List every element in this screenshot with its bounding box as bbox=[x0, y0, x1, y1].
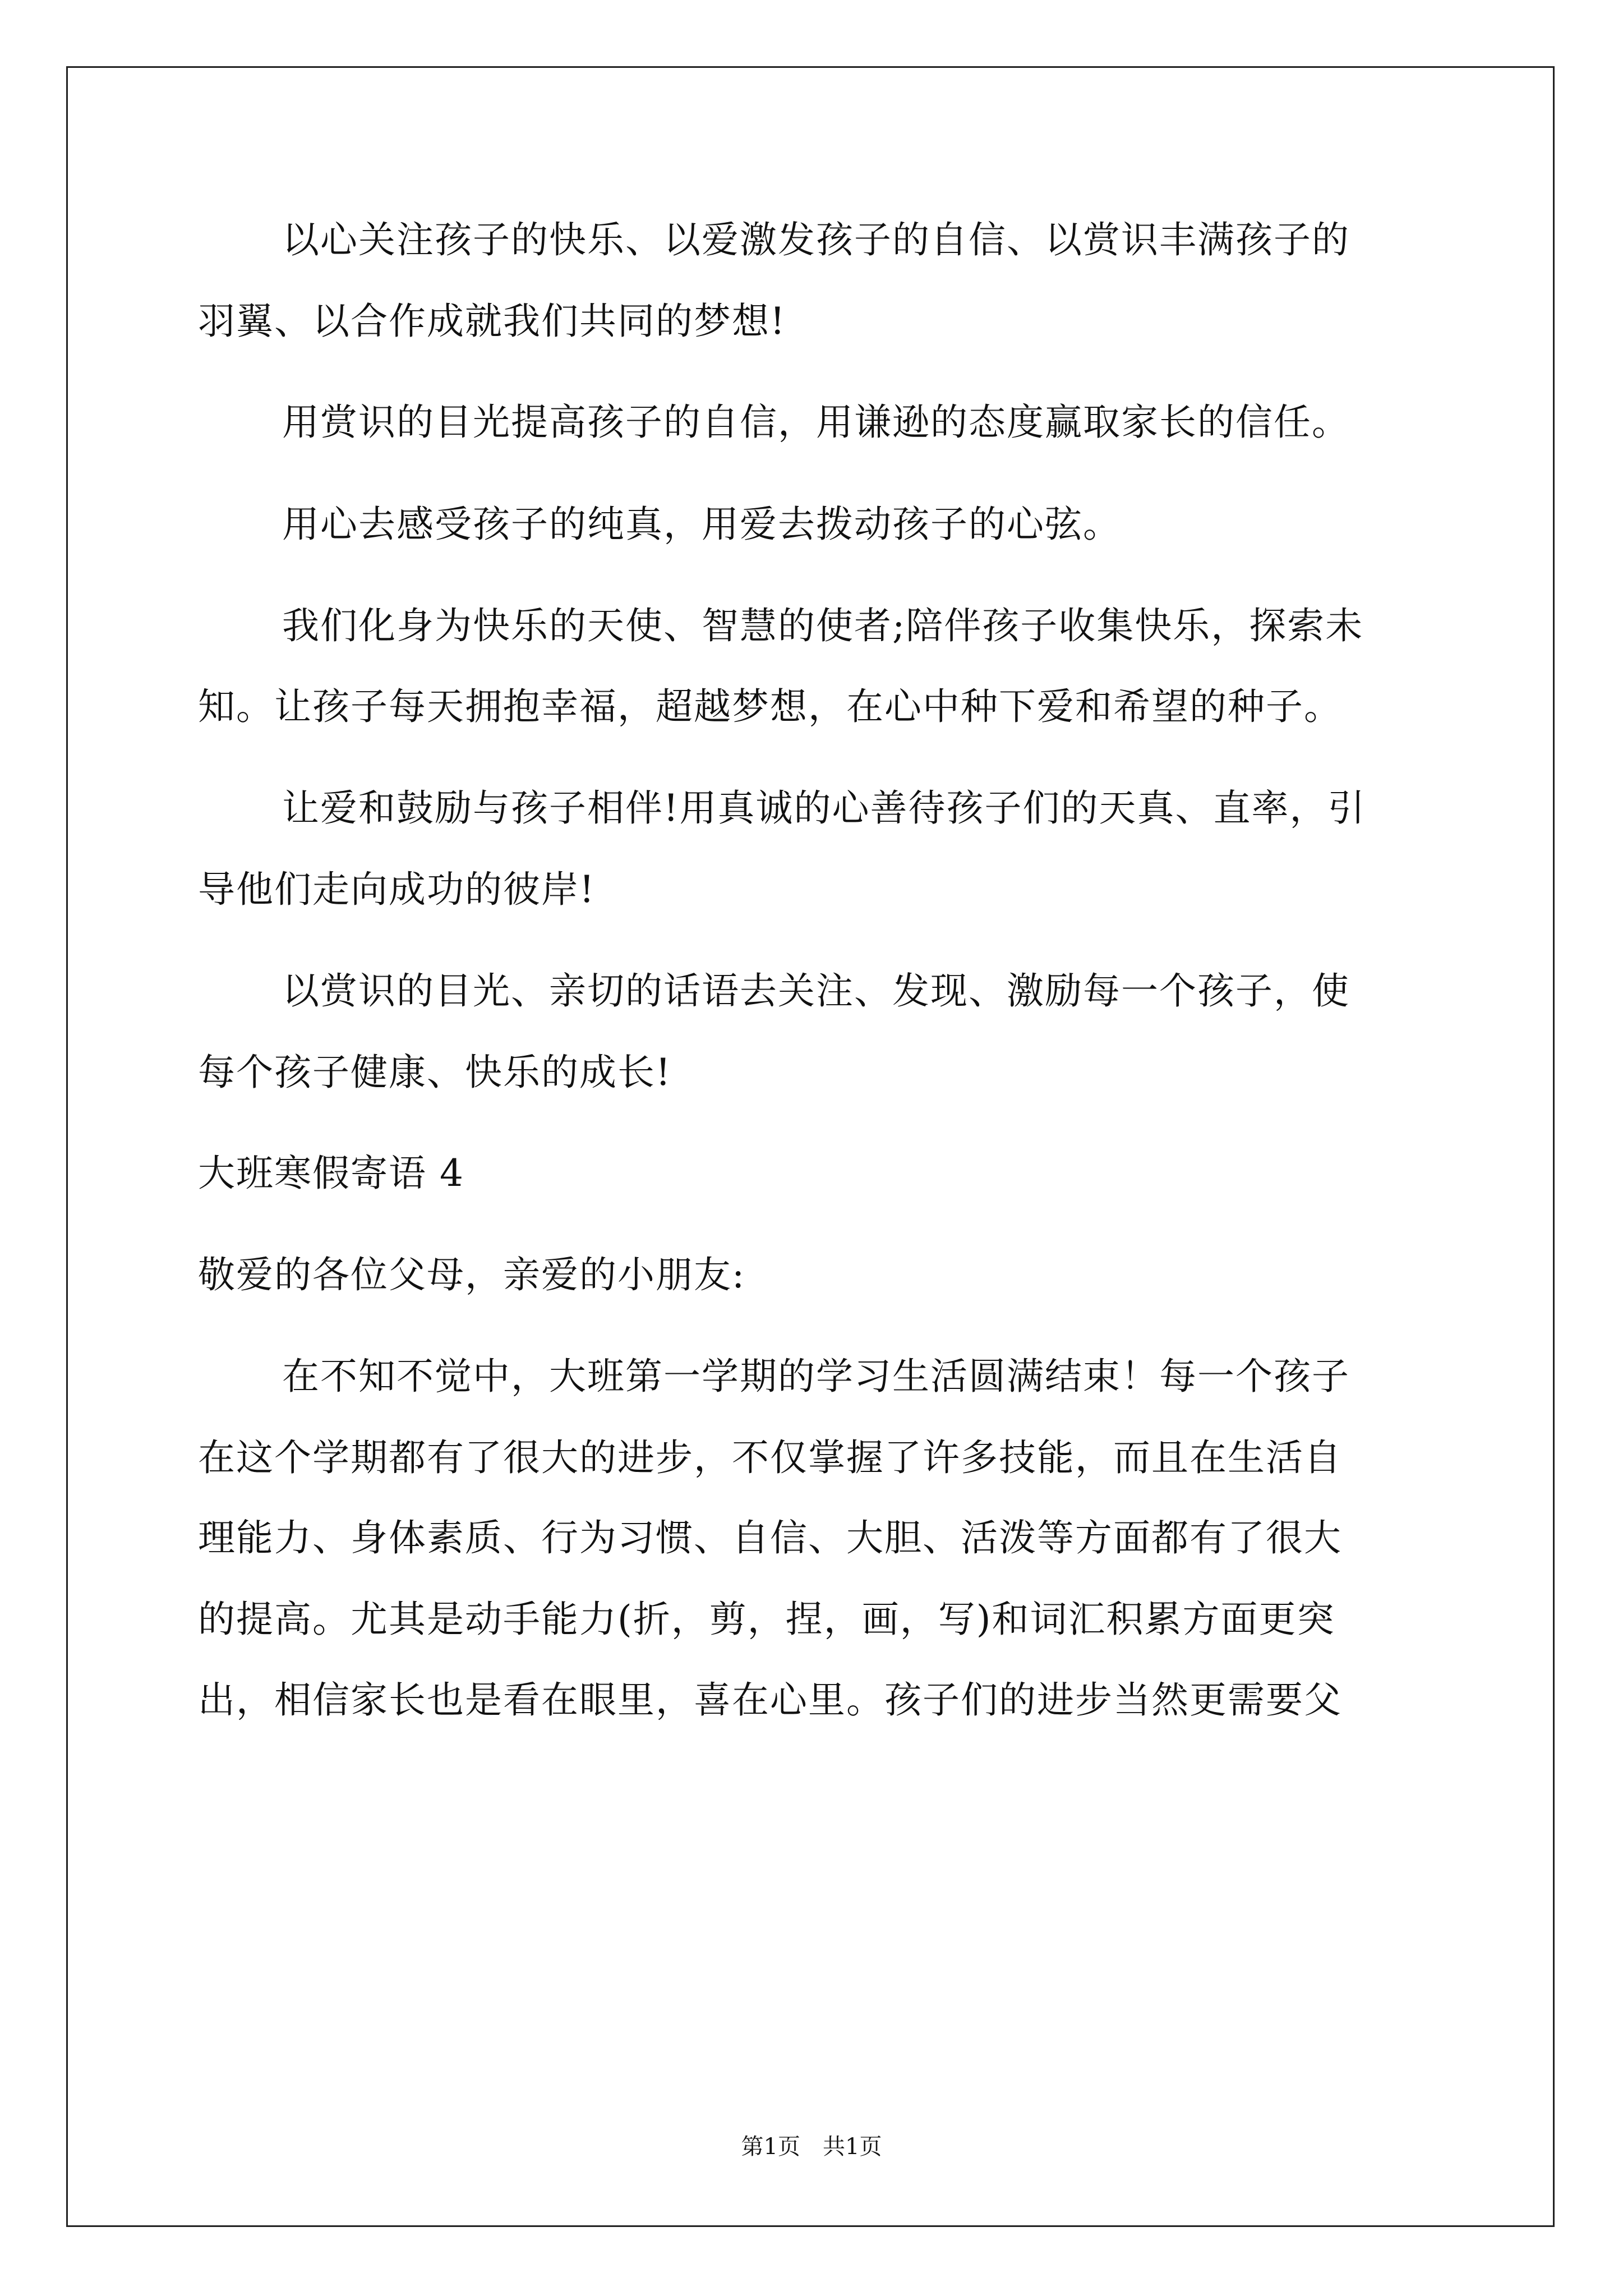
paragraph-line: 我们化身为快乐的天使、智慧的使者;陪伴孩子收集快乐，探索未 bbox=[282, 604, 1364, 647]
section-heading: 大班寒假寄语 4 bbox=[198, 1152, 464, 1195]
greeting-line: 敬爱的各位父母，亲爱的小朋友: bbox=[198, 1253, 746, 1296]
paragraph-line: 在不知不觉中，大班第一学期的学习生活圆满结束！每一个孩子 bbox=[282, 1355, 1350, 1398]
paragraph-line: 出，相信家长也是看在眼里，喜在心里。孩子们的进步当然更需要父 bbox=[198, 1678, 1342, 1722]
page-footer bbox=[0, 2133, 1623, 2161]
paragraph-line: 羽翼、以合作成就我们共同的梦想! bbox=[198, 300, 786, 343]
paragraph-line: 以心关注孩子的快乐、以爱激发孩子的自信、以赏识丰满孩子的 bbox=[282, 218, 1350, 261]
page-total: 共1页 bbox=[823, 2134, 882, 2160]
paragraph-line: 理能力、身体素质、行为习惯、自信、大胆、活泼等方面都有了很大 bbox=[198, 1516, 1342, 1559]
paragraph-line: 以赏识的目光、亲切的话语去关注、发现、激励每一个孩子，使 bbox=[282, 969, 1350, 1013]
paragraph-line: 让爱和鼓励与孩子相伴!用真诚的心善待孩子们的天真、直率，引 bbox=[282, 786, 1366, 830]
paragraph-line: 用赏识的目光提高孩子的自信，用谦逊的态度赢取家长的信任。 bbox=[282, 401, 1350, 444]
paragraph-line: 的提高。尤其是动手能力(折，剪，捏，画，写)和词汇积累方面更突 bbox=[198, 1598, 1335, 1641]
paragraph-line: 导他们走向成功的彼岸! bbox=[198, 868, 596, 911]
page-number: 第1页 bbox=[741, 2134, 800, 2160]
paragraph-line: 在这个学期都有了很大的进步，不仅掌握了许多技能，而且在生活自 bbox=[198, 1436, 1342, 1479]
paragraph-line: 每个孩子健康、快乐的成长! bbox=[198, 1051, 672, 1094]
page-border bbox=[66, 66, 1555, 2227]
paragraph-line: 用心去感受孩子的纯真，用爱去拨动孩子的心弦。 bbox=[282, 503, 1121, 546]
paragraph-line: 知。让孩子每天拥抱幸福，超越梦想，在心中种下爱和希望的种子。 bbox=[198, 685, 1342, 728]
